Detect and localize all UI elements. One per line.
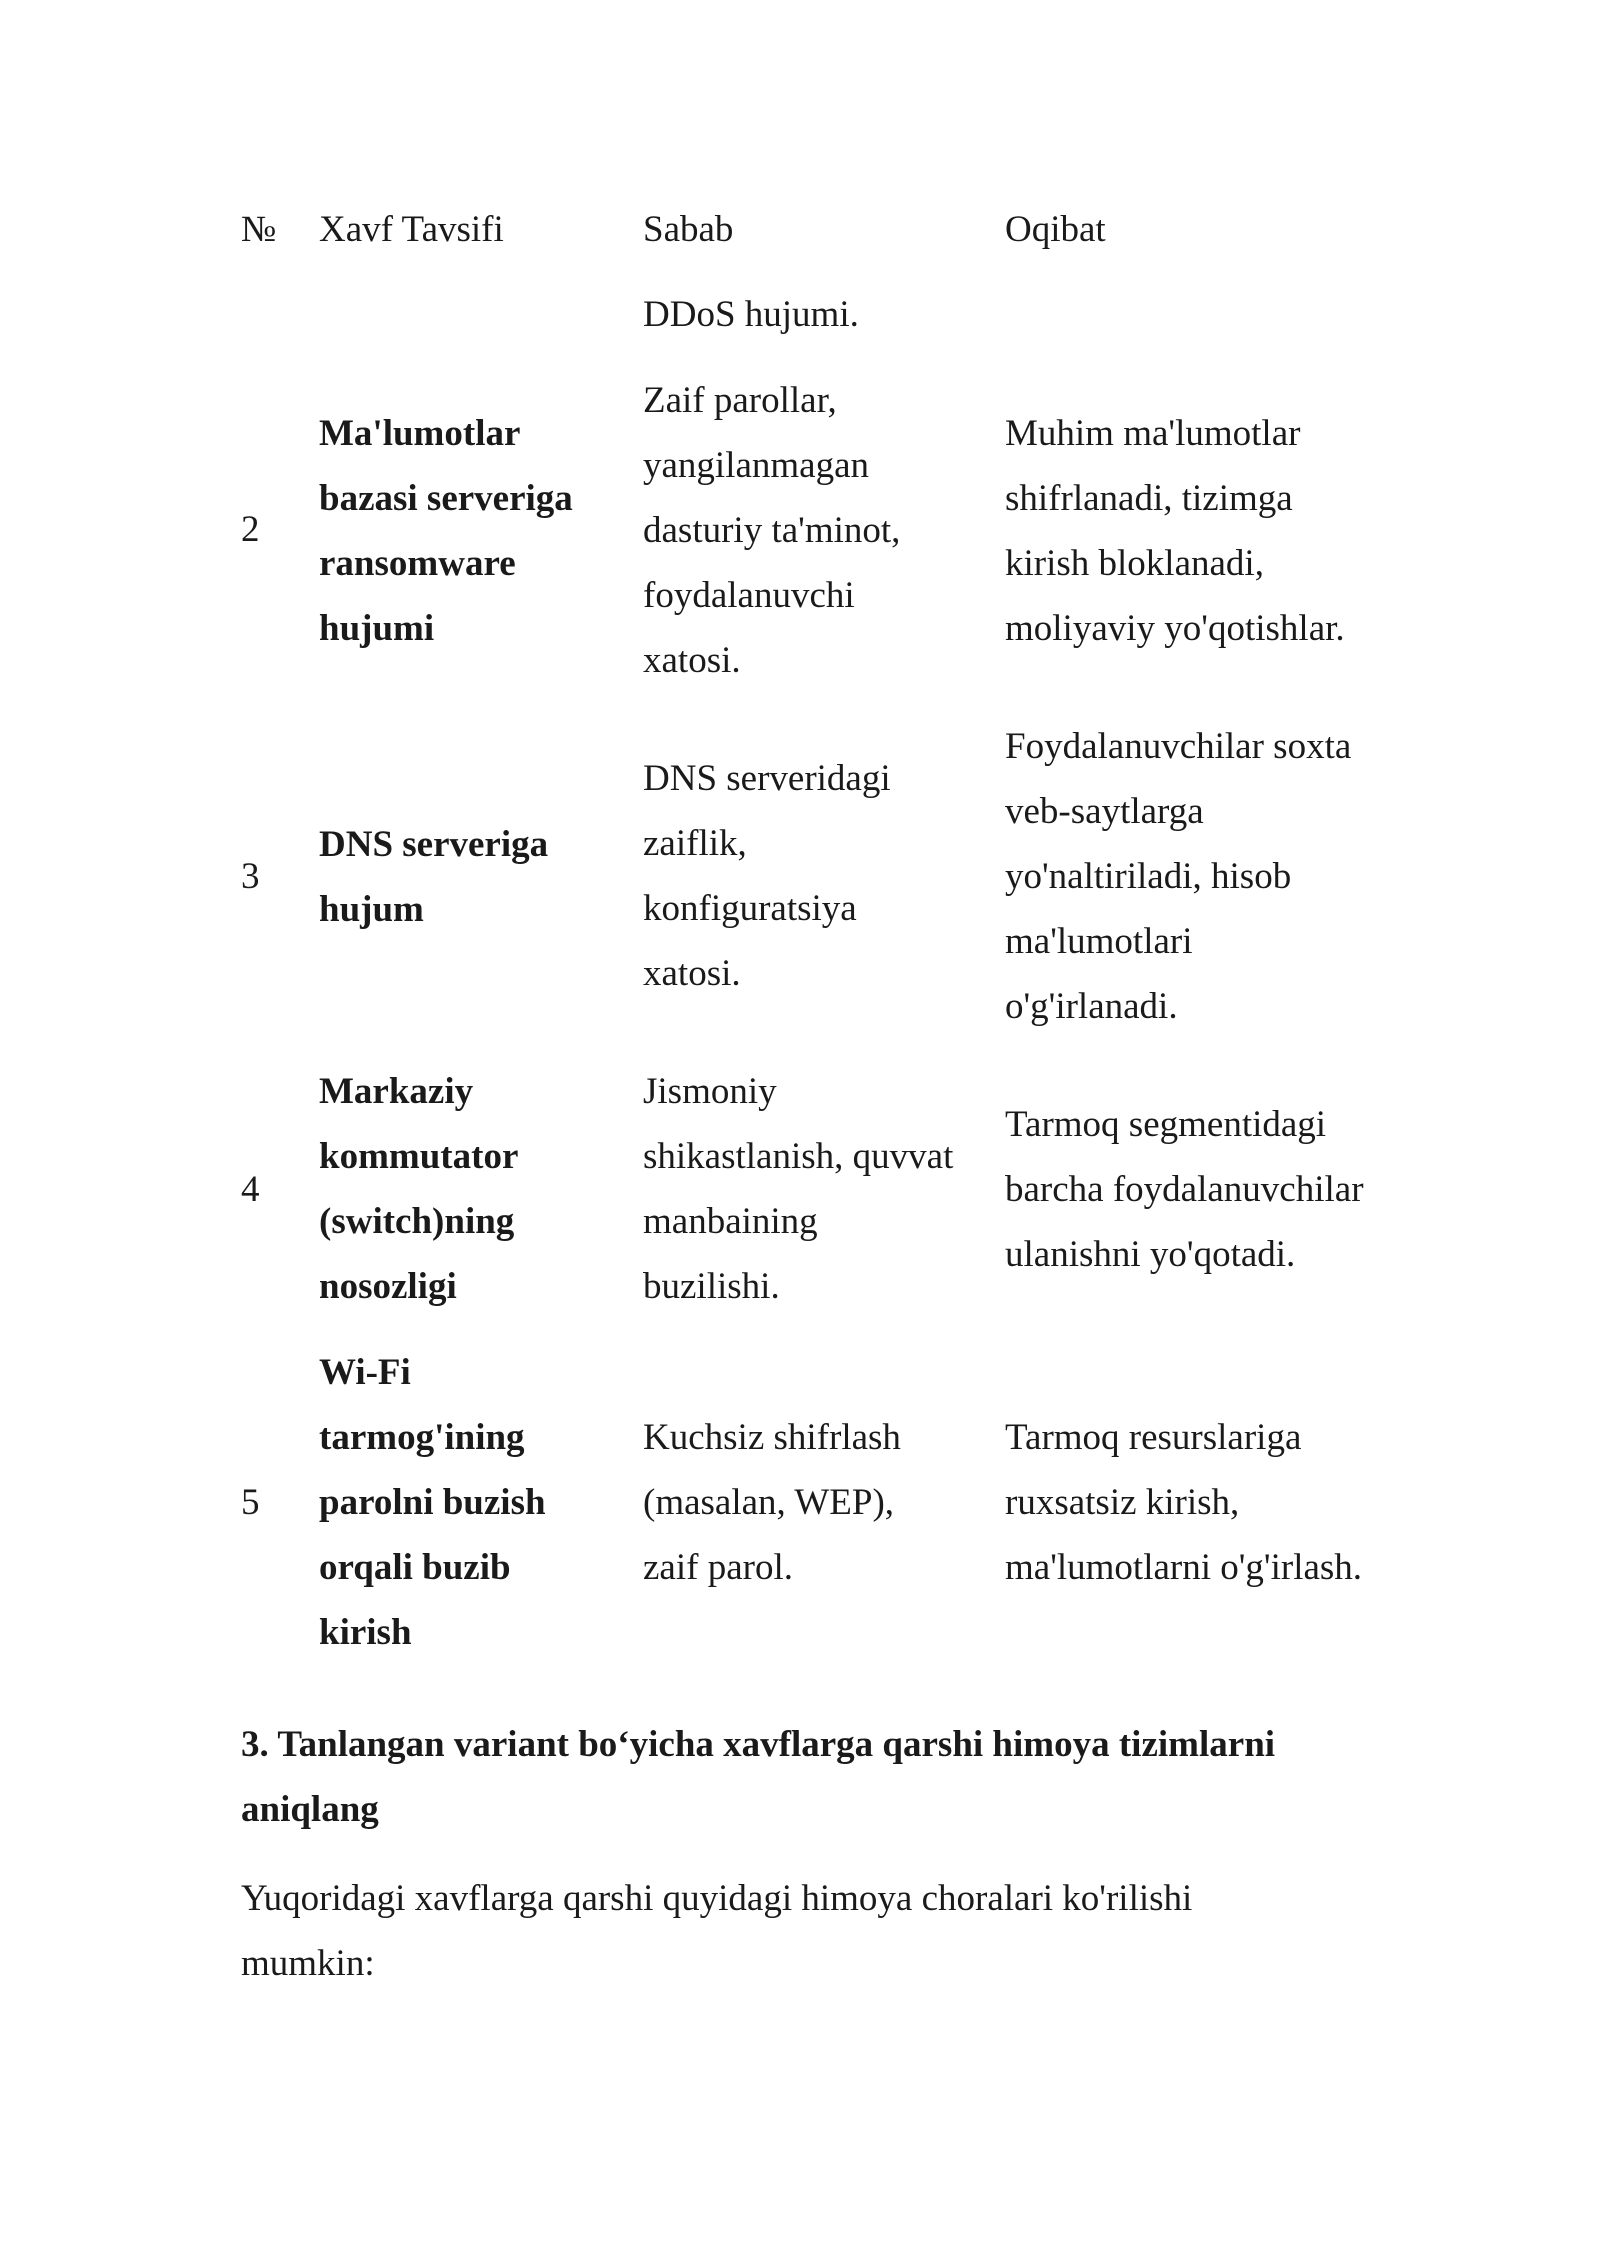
threat-line: bazasi serveriga [319,478,573,519]
cause-line: foydalanuvchi [643,575,855,616]
cause-line: Zaif parollar, [643,380,837,421]
row-number: 2 [241,509,260,550]
threat-line: Wi-Fi [319,1352,411,1393]
row-cause [643,1405,973,1600]
row-number: 3 [241,856,260,897]
consequence-line: shifrlanadi, tizimga [1005,478,1293,519]
cause-line: DDoS hujumi. [643,294,859,335]
consequence-line: veb-saytlarga [1005,791,1204,832]
consequence-line: ruxsatsiz kirish, [1005,1482,1240,1523]
heading-line: aniqlang [241,1789,379,1830]
paragraph-line: Yuqoridagi xavflarga qarshi quyidagi himoya choralari ko'rilishi [241,1878,1193,1919]
consequence-line: o'g'irlanadi. [1005,986,1178,1027]
cause-line: yangilanmagan [643,445,870,486]
row-cause [643,368,973,693]
threat-line: hujum [319,889,424,930]
cause-line: manbaining [643,1201,818,1242]
threat-line: orqali buzib [319,1547,511,1588]
consequence-line: kirish bloklanadi, [1005,543,1264,584]
heading-line: 3. Tanlangan variant bo‘yicha xavflarga qarshi himoya tizimlarni [241,1724,1276,1765]
threat-line: kirish [319,1612,412,1653]
threat-line: ransomware [319,543,516,584]
header-number: № [241,209,277,250]
threat-line: Markaziy [319,1071,474,1112]
cause-line: (masalan, WEP), [643,1482,895,1523]
cause-line: dasturiy ta'minot, [643,510,901,551]
row-cause [643,746,973,1006]
consequence-line: ma'lumotlarni o'g'irlash. [1005,1547,1363,1588]
threat-line: (switch)ning [319,1201,515,1242]
cause-line: buzilishi. [643,1266,780,1307]
section-heading [241,1712,1381,1842]
header-cause: Sabab [643,209,734,250]
row-consequence [1005,1405,1405,1600]
consequence-line: Tarmoq segmentidagi [1005,1104,1327,1145]
cause-line: konfiguratsiya [643,888,857,929]
paragraph-line: mumkin: [241,1943,375,1984]
cause-line: zaiflik, [643,823,747,864]
row-threat [319,812,629,942]
cause-line: DNS serveridagi [643,758,891,799]
threat-line: kommutator [319,1136,519,1177]
header-consequence: Oqibat [1005,209,1106,250]
threat-line: hujumi [319,608,435,649]
threat-line: nosozligi [319,1266,457,1307]
threat-line: tarmog'ining [319,1417,525,1458]
row-number: 4 [241,1169,260,1210]
consequence-line: Muhim ma'lumotlar [1005,413,1301,454]
row-number: 5 [241,1482,260,1523]
threat-line: parolni buzish [319,1482,546,1523]
cause-line: Jismoniy [643,1071,777,1112]
cause-line: zaif parol. [643,1547,793,1588]
cause-line: xatosi. [643,953,741,994]
threat-line: Ma'lumotlar [319,413,521,454]
section-paragraph [241,1866,1381,1996]
row-consequence [1005,401,1405,661]
row-cause [643,1059,973,1319]
cause-line: Kuchsiz shifrlash [643,1417,901,1458]
header-threat: Xavf Tavsifi [319,209,504,250]
row-threat [319,401,629,661]
consequence-line: Tarmoq resurslariga [1005,1417,1302,1458]
continuation-cause [643,282,973,347]
row-consequence [1005,1092,1405,1287]
row-threat [319,1340,629,1665]
consequence-line: barcha foydalanuvchilar [1005,1169,1364,1210]
consequence-line: yo'naltiriladi, hisob [1005,856,1292,897]
threat-line: DNS serveriga [319,824,549,865]
row-threat [319,1059,629,1319]
consequence-line: moliyaviy yo'qotishlar. [1005,608,1345,649]
row-consequence [1005,714,1405,1039]
cause-line: xatosi. [643,640,741,681]
consequence-line: ma'lumotlari [1005,921,1193,962]
cause-line: shikastlanish, quvvat [643,1136,954,1177]
consequence-line: Foydalanuvchilar soxta [1005,726,1352,767]
consequence-line: ulanishni yo'qotadi. [1005,1234,1296,1275]
